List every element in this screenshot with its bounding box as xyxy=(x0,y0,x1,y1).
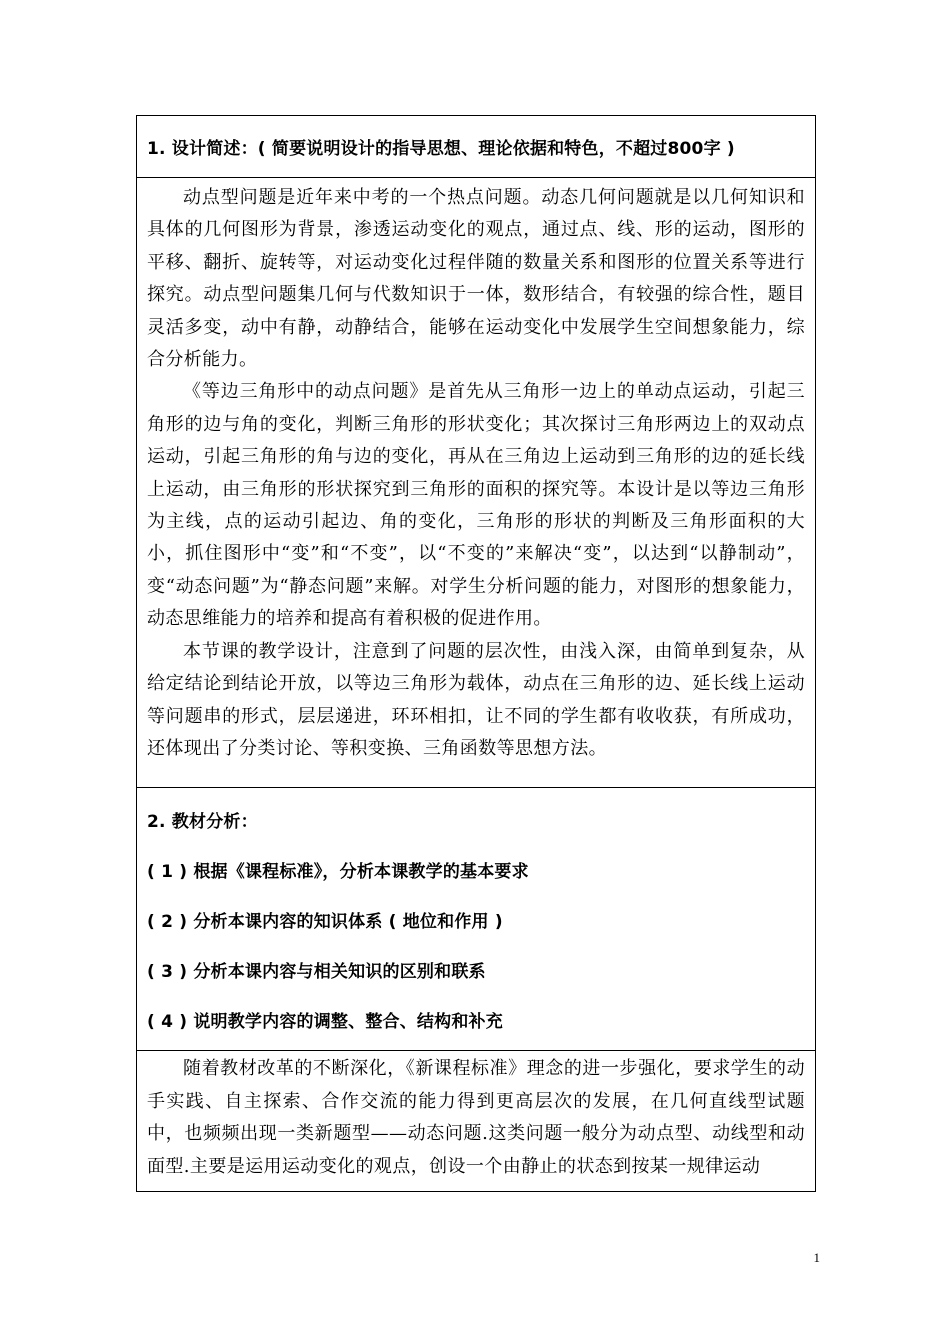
section2-body-cell xyxy=(137,1051,815,1191)
section2-item-3: ( 3 ) 分析本课内容与相关知识的区别和联系 xyxy=(147,961,486,982)
section1-paragraph-3: 本节课的教学设计，注意到了问题的层次性，由浅入深，由简单到复杂，从给定结论到结论开放，以等边三角形为载体，动点在三角形的边、延长线上运动等问题串的形式，层层递进，环环相扣，让不同的学生都有收收获，有所成功，还体现出了分类讨论、等积变换、三角函数等思想方法。 xyxy=(147,640,805,759)
section1-heading-cell xyxy=(137,116,815,178)
section2-heading-cell xyxy=(137,788,815,1051)
section1-paragraph-2: 《等边三角形中的动点问题》是首先从三角形一边上的单动点运动，引起三角形的边与角的变化，判断三角形的形状变化；其次探讨三角形两边上的双动点运动，引起三角形的角与边的变化，再从在三角边上运动到三角形的边的延长线上运动，由三角形的形状探究到三角形的面积的探究等。本设计是以等边三角形为主线，点的运动引起边、角的变化，三角形的形状的判断及三角形面积的大小，抓住图形中“变”和“不变”，以“不变的”来解决“变”，以达到“以静制动”，变“动态问题”为“静态问题”来解。对学生分析问题的能力，对图形的想象能力，动态思维能力的培养和提高有着积极的促进作用。 xyxy=(147,381,805,630)
section2-item-1: ( 1 ) 根据《课程标准》，分析本课教学的基本要求 xyxy=(147,861,529,882)
section2-paragraph: 随着教材改革的不断深化，《新课程标准》理念的进一步强化，要求学生的动手实践、自主探索、合作交流的能力得到更高层次的发展，在几何直线型试题中，也频频出现一类新题型——动态问题.这类问题一般分为动点型、动线型和动面型.主要是运用运动变化的观点，创设一个由静止的状态到按某一规律运动 xyxy=(147,1058,805,1177)
page-number: 1 xyxy=(813,1250,820,1265)
document-table xyxy=(136,115,816,1192)
section2-item-2: ( 2 ) 分析本课内容的知识体系 ( 地位和作用 ) xyxy=(147,911,503,932)
section1-paragraph-1: 动点型问题是近年来中考的一个热点问题。动态几何问题就是以几何知识和具体的几何图形为背景，渗透运动变化的观点，通过点、线、形的运动，图形的平移、翻折、旋转等，对运动变化过程伴随的数量关系和图形的位置关系等进行探究。动点型问题集几何与代数知识于一体，数形结合，有较强的综合性，题目灵活多变，动中有静，动静结合，能够在运动变化中发展学生空间想象能力，综合分析能力。 xyxy=(147,187,805,371)
section1-heading: 1. 设计简述：( 简要说明设计的指导思想、理论依据和特色，不超过800字 ) xyxy=(147,139,735,159)
section2-item-4: ( 4 ) 说明教学内容的调整、整合、结构和补充 xyxy=(147,1011,503,1032)
section1-body-cell xyxy=(137,178,815,788)
section2-heading: 2. 教材分析： xyxy=(147,811,258,832)
